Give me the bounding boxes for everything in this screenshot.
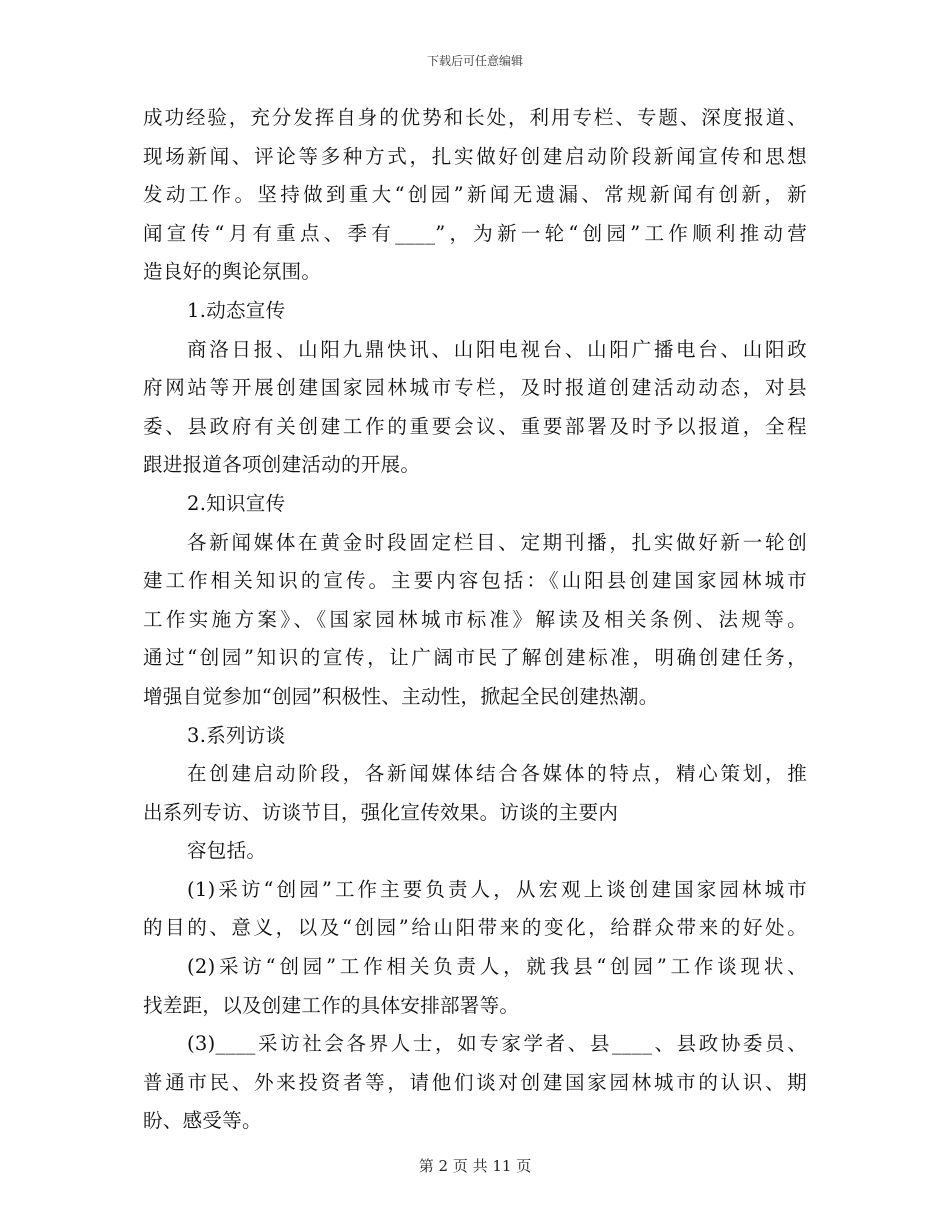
text-line: 造良好的舆论氛围。: [143, 260, 322, 284]
text-line: 3.系列访谈: [187, 723, 286, 747]
text-line: 商洛日报、山阳九鼎快讯、山阳电视台、山阳广播电台、山阳政: [187, 337, 807, 361]
text-line: 的目的、意义，以及“创园”给山阳带来的变化，给群众带来的好处。: [143, 916, 807, 940]
text-line: (2)采访“创园”工作相关负责人，就我县“创园”工作谈现状、: [187, 955, 807, 979]
text-line: 找差距，以及创建工作的具体安排部署等。: [143, 993, 520, 1017]
text-line: 普通市民、外来投资者等，请他们谈对创建国家园林城市的认识、期: [143, 1070, 807, 1094]
page-footer: 第 2 页 共 11 页: [418, 1157, 532, 1175]
text-line: 委、县政府有关创建工作的重要会议、重要部署及时予以报道，全程: [143, 414, 807, 438]
text-line: (3)____采访社会各界人士，如专家学者、县____、县政协委员、: [187, 1032, 807, 1056]
text-line: 盼、感受等。: [143, 1109, 262, 1133]
page-header: 下载后可任意编辑: [426, 54, 523, 68]
text-line: 闻宣传“月有重点、季有____”，为新一轮“创园”工作顺利推动营: [143, 221, 807, 245]
text-line: 现场新闻、评论等多种方式，扎实做好创建启动阶段新闻宣传和思想: [143, 144, 807, 168]
text-line: 府网站等开展创建国家园林城市专栏，及时报道创建活动动态，对县: [143, 376, 807, 400]
text-line: 发动工作。坚持做到重大“创园”新闻无遗漏、常规新闻有创新，新: [143, 183, 807, 207]
text-line: 跟进报道各项创建活动的开展。: [143, 453, 421, 477]
text-line: 1.动态宣传: [187, 298, 286, 322]
text-line: 各新闻媒体在黄金时段固定栏目、定期刊播，扎实做好新一轮创: [187, 530, 807, 554]
text-line: 在创建启动阶段，各新闻媒体结合各媒体的特点，精心策划，推: [187, 762, 807, 786]
text-line: (1)采访“创园”工作主要负责人，从宏观上谈创建国家园林城市: [187, 877, 807, 901]
text-line: 成功经验，充分发挥自身的优势和长处，利用专栏、专题、深度报道、: [143, 106, 807, 129]
text-line: 建工作相关知识的宣传。主要内容包括：《山阳县创建国家园林城市: [143, 569, 807, 593]
text-line: 工作实施方案》、《国家园林城市标准》解读及相关条例、法规等。: [143, 607, 807, 631]
document-body: [143, 99, 807, 1141]
text-line: 2.知识宣传: [187, 491, 286, 515]
text-line: 增强自觉参加“创园”积极性、主动性，掀起全民创建热潮。: [143, 684, 659, 708]
text-line: 通过“创园”知识的宣传，让广阔市民了解创建标准，明确创建任务，: [143, 646, 807, 670]
text-line: 容包括。: [187, 839, 267, 863]
text-line: 出系列专访、访谈节目，强化宣传效果。访谈的主要内: [143, 800, 619, 824]
